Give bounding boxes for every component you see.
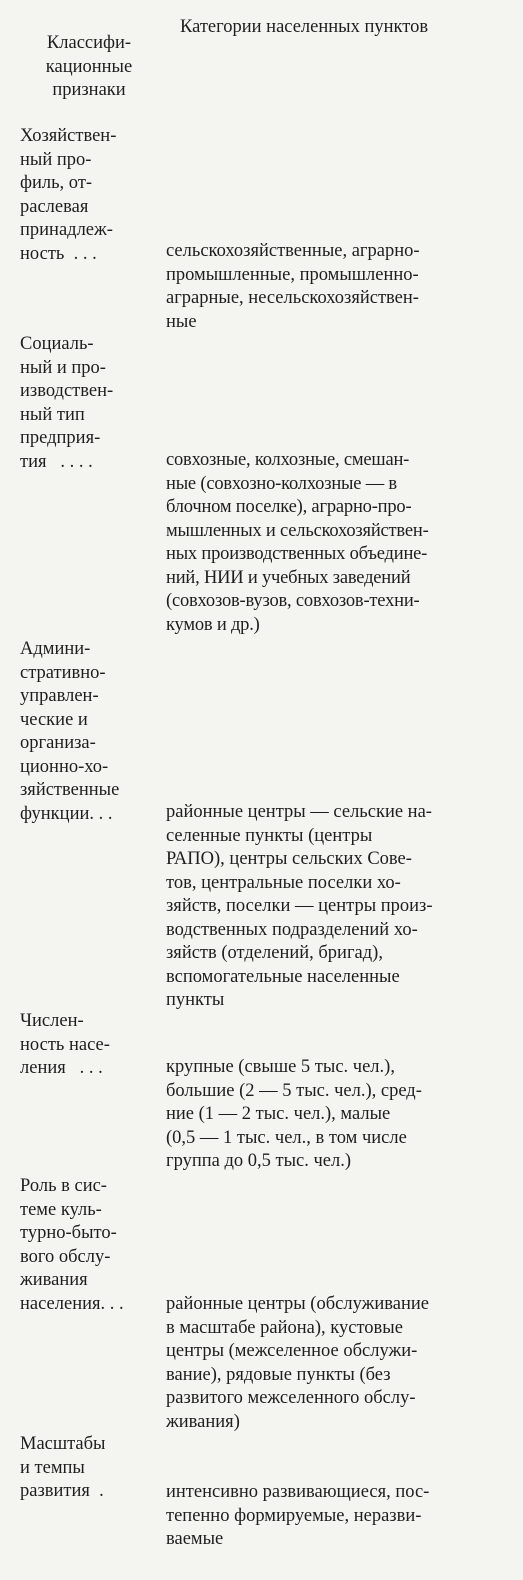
row-categories-development-scale: интенсивно развивающиеся, пос- тепенно формируемые, неразви- ваемые: [166, 1482, 430, 1549]
row-categories-service-role: районные центры (обслуживание в масштабе района), кустовые центры (межселенное обслужи- вание), рядовые пункты (без развитого межселенного обслу- живания): [166, 1294, 429, 1432]
row-categories-economic-profile: сельскохозяйственные, аграрно- промышленные, промышленно- аграрные, несельскохозяйствен- ные: [166, 241, 420, 332]
row-categories-administrative-functions: районные центры — сельские на- селенные пункты (центры РАПО), центры сельских Сове- тов, центральные поселки хо- зяйств, поселки — центры произ- водственных подразделений хо- зяйств (отделений, бригад), вспомогательные населенные пункты: [166, 802, 433, 1010]
header-settlement-categories: Категории населенных пунктов: [180, 17, 429, 37]
row-label-population-size: Числен- ность насе- ления . . .: [20, 1011, 110, 1078]
row-categories-population-size: крупные (свыше 5 тыс. чел.), большие (2 — 5 тыс. чел.), сред- ние (1 — 2 тыс. чел.), малые (0,5 — 1 тыс. чел., в том числе группа до 0,5 тыс. чел.): [166, 1057, 422, 1171]
row-label-service-role: Роль в сис- теме куль- турно-быто- вого обслу- живания населения. . .: [20, 1176, 124, 1314]
row-categories-enterprise-type: совхозные, колхозные, смешан- ные (совхозно-колхозные — в блочном поселке), аграрно-про- мышленных и сельскохозяйствен- ных производственных объедине- ний, НИИ и учебных заведений (совхозов-вузов, совхозов-техни- кумов и др.): [166, 450, 429, 635]
row-label-development-scale: Масштабы и темпы развития .: [20, 1434, 106, 1501]
row-label-economic-profile: Хозяйствен- ный про- филь, от- раслевая принадлеж- ность . . .: [20, 126, 117, 264]
row-label-enterprise-type: Социаль- ный и про- изводствен- ный тип предприя- тия . . . .: [20, 334, 114, 472]
row-label-administrative-functions: Админи- стративно- управлен- ческие и организа- ционно-хо- зяйственные функции. . .: [20, 639, 120, 824]
header-classification-features: Классифи- кационные признаки: [45, 33, 133, 100]
